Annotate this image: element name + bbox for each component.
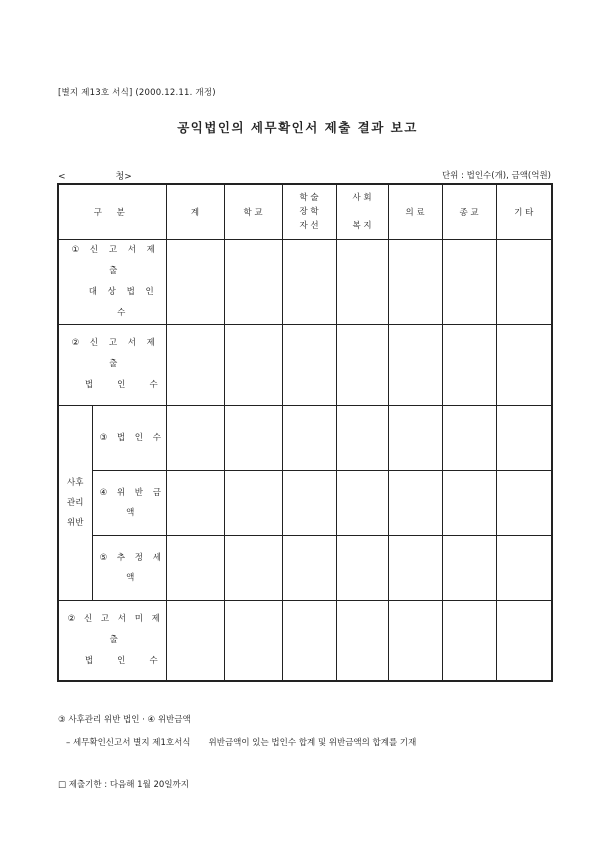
cell[interactable] <box>442 324 496 405</box>
header-other: 기 타 <box>496 184 552 239</box>
row-label-r1-line2: 대 상 법 인 수 <box>88 286 158 318</box>
cell[interactable] <box>442 535 496 600</box>
cell[interactable] <box>442 470 496 535</box>
header-scholarship <box>282 184 336 239</box>
group-label-line1: 사후 <box>67 477 84 488</box>
cell[interactable] <box>166 324 224 405</box>
cell[interactable] <box>224 324 282 405</box>
table-row <box>58 535 552 600</box>
header-social-2: 복 지 <box>352 220 372 231</box>
row-label-r4-line2: 액 <box>126 507 138 518</box>
cell[interactable] <box>166 470 224 535</box>
agency-line <box>58 169 132 182</box>
note-line-2b: 위반금액이 있는 법인수 합계 및 위반금액의 합계를 기재 <box>208 738 417 748</box>
cell[interactable] <box>496 239 552 324</box>
header-medical: 의 료 <box>388 184 442 239</box>
cell[interactable] <box>442 600 496 681</box>
deadline-note: □ 제출기한 : 다음해 1월 20일까지 <box>58 780 189 790</box>
agency-open: < <box>58 172 66 182</box>
cell[interactable] <box>282 535 336 600</box>
cell[interactable] <box>336 239 388 324</box>
header-social <box>336 184 388 239</box>
cell[interactable] <box>496 324 552 405</box>
row-label-r5 <box>92 535 166 600</box>
header-category: 구 분 <box>58 184 166 239</box>
group-label-violation <box>58 405 92 600</box>
header-scholarship-2: 장 학 <box>299 206 319 217</box>
row-label-r4-line1: ④ 위 반 금 <box>99 487 165 498</box>
table-row <box>58 324 552 405</box>
cell[interactable] <box>336 600 388 681</box>
row-label-r1-line1: ① 신 고 서 제 출 <box>71 244 159 276</box>
row-label-r1 <box>58 239 166 324</box>
row-label-r3: ③ 법 인 수 <box>92 405 166 470</box>
header-religion: 종 교 <box>442 184 496 239</box>
header-row <box>58 184 552 239</box>
row-label-r5-line1: ⑤ 추 정 세 <box>99 552 165 563</box>
form-number: [별지 제13호 서식] (2000.12.11. 개정) <box>58 88 216 98</box>
cell[interactable] <box>496 600 552 681</box>
note-line-2a: – 세무확인신고서 별지 제1호서식 <box>66 738 191 748</box>
row-label-r6 <box>58 600 166 681</box>
cell[interactable] <box>282 405 336 470</box>
cell[interactable] <box>442 405 496 470</box>
cell[interactable] <box>496 405 552 470</box>
page-title: 공익법인의 세무확인서 제출 결과 보고 <box>177 120 418 135</box>
header-total: 계 <box>166 184 224 239</box>
cell[interactable] <box>388 535 442 600</box>
table-row <box>58 239 552 324</box>
table-row <box>58 405 552 470</box>
note-line-1: ③ 사후관리 위반 법인 · ④ 위반금액 <box>58 715 191 725</box>
cell[interactable] <box>166 405 224 470</box>
row-label-r2-line1: ② 신 고 서 제 출 <box>71 338 159 369</box>
agency-close: 청> <box>115 172 132 182</box>
cell[interactable] <box>224 600 282 681</box>
cell[interactable] <box>336 405 388 470</box>
table-row <box>58 470 552 535</box>
table-row <box>58 600 552 681</box>
group-label-line2: 관리 <box>67 497 84 508</box>
cell[interactable] <box>388 600 442 681</box>
row-label-r6-line2: 법 인 수 <box>84 655 162 666</box>
header-school: 학 교 <box>224 184 282 239</box>
cell[interactable] <box>282 470 336 535</box>
cell[interactable] <box>388 324 442 405</box>
cell[interactable] <box>282 239 336 324</box>
header-social-1: 사 회 <box>352 192 372 203</box>
cell[interactable] <box>282 600 336 681</box>
note-line-2 <box>66 736 416 748</box>
header-scholarship-3: 자 선 <box>299 220 319 231</box>
header-scholarship-1: 학 술 <box>299 192 319 203</box>
cell[interactable] <box>166 535 224 600</box>
row-label-r2-line2: 법 인 수 <box>84 380 162 390</box>
cell[interactable] <box>388 470 442 535</box>
report-table <box>57 183 553 682</box>
cell[interactable] <box>282 324 336 405</box>
row-label-r5-line2: 액 <box>126 572 138 583</box>
cell[interactable] <box>442 239 496 324</box>
cell[interactable] <box>166 239 224 324</box>
cell[interactable] <box>388 405 442 470</box>
cell[interactable] <box>224 535 282 600</box>
row-label-r4 <box>92 470 166 535</box>
cell[interactable] <box>336 324 388 405</box>
cell[interactable] <box>336 535 388 600</box>
cell[interactable] <box>388 239 442 324</box>
cell[interactable] <box>336 470 388 535</box>
row-label-r6-line1: ② 신 고 서 미 제 출 <box>67 613 163 645</box>
cell[interactable] <box>224 405 282 470</box>
cell[interactable] <box>496 535 552 600</box>
cell[interactable] <box>224 239 282 324</box>
group-label-line3: 위반 <box>67 517 84 528</box>
cell[interactable] <box>166 600 224 681</box>
cell[interactable] <box>496 470 552 535</box>
row-label-r2 <box>58 324 166 405</box>
unit-note: 단위 : 법인수(개), 금액(억원) <box>441 171 551 181</box>
cell[interactable] <box>224 470 282 535</box>
